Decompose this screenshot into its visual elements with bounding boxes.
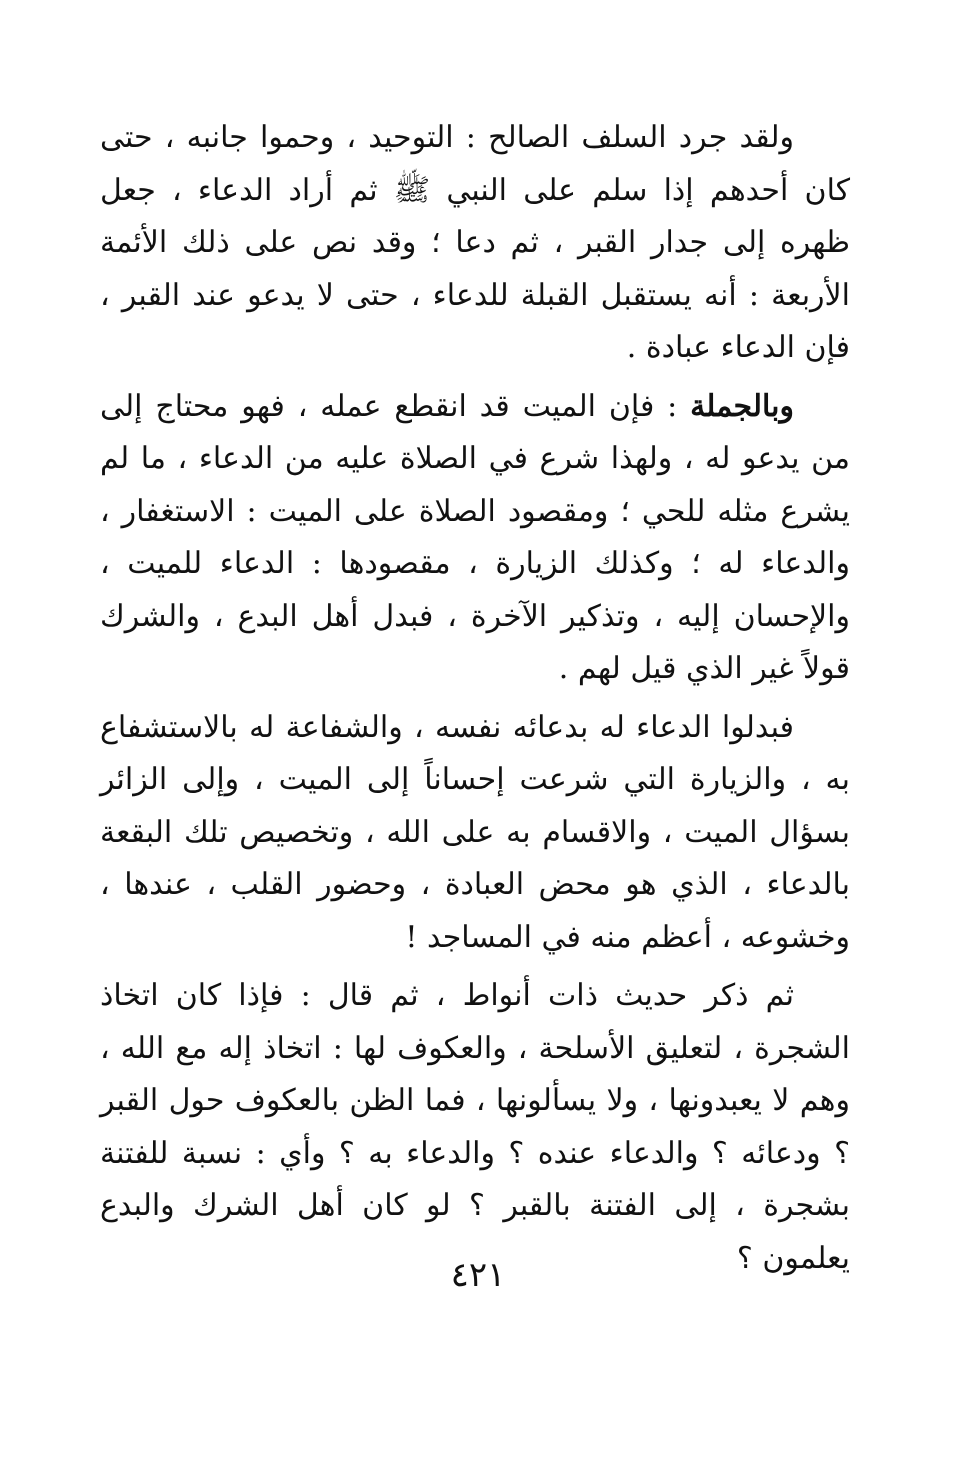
page-number: ٤٢١	[450, 1255, 506, 1295]
page-body	[100, 112, 850, 1291]
paragraph-1-text: ولقد جرد السلف الصالح : التوحيد ، وحموا جانبه ، حتى كان أحدهم إذا سلم على النبي ﷺ ثم أراد الدعاء ، جعل ظهره إلى جدار القبر ، ثم دعا ؛ وقد نص على ذلك الأئمة الأربعة : أنه يستقبل القبلة للدعاء ، حتى لا يدعو عند القبر ، فإن الدعاء عبادة .	[100, 120, 850, 365]
paragraph-2	[100, 381, 850, 696]
paragraph-2-text: : فإن الميت قد انقطع عمله ، فهو محتاج إلى من يدعو له ، ولهذا شرع في الصلاة عليه من الدعاء ، ما لم يشرع مثله للحي ؛ ومقصود الصلاة على الميت : الاستغفار ، والدعاء له ؛ وكذلك الزيارة ، مقصودها : الدعاء للميت ، والإحسان إليه ، وتذكير الآخرة ، فبدل أهل البدع ، والشرك قولاً غير الذي قيل لهم .	[100, 388, 850, 686]
paragraph-3-text: فبدلوا الدعاء له بدعائه نفسه ، والشفاعة له بالاستشفاع به ، والزيارة التي شرعت إحساناً إلى الميت ، وإلى الزائر بسؤال الميت ، والاقسام به على الله ، وتخصيص تلك البقعة بالدعاء ، الذي هو محض العبادة ، وحضور القلب ، عندها ، وخشوعه ، أعظم منه في المساجد !	[100, 709, 850, 955]
paragraph-4-text: ثم ذكر حديث ذات أنواط ، ثم قال : فإذا كان اتخاذ الشجرة ، لتعليق الأسلحة ، والعكوف لها : اتخاذ إله مع الله ، وهم لا يعبدونها ، ولا يسألونها ، فما الظن بالعكوف حول القبر ؟ ودعائه ؟ والدعاء عنده ؟ والدعاء به ؟ وأي : نسبة للفتنة بشجرة ، إلى الفتنة بالقبر ؟ لو كان أهل الشرك والبدع يعلمون ؟	[100, 978, 850, 1276]
paragraph-2-lead: وبالجملة	[690, 388, 794, 424]
paragraph-4	[100, 970, 850, 1285]
paragraph-1	[100, 112, 850, 375]
paragraph-3	[100, 702, 850, 965]
